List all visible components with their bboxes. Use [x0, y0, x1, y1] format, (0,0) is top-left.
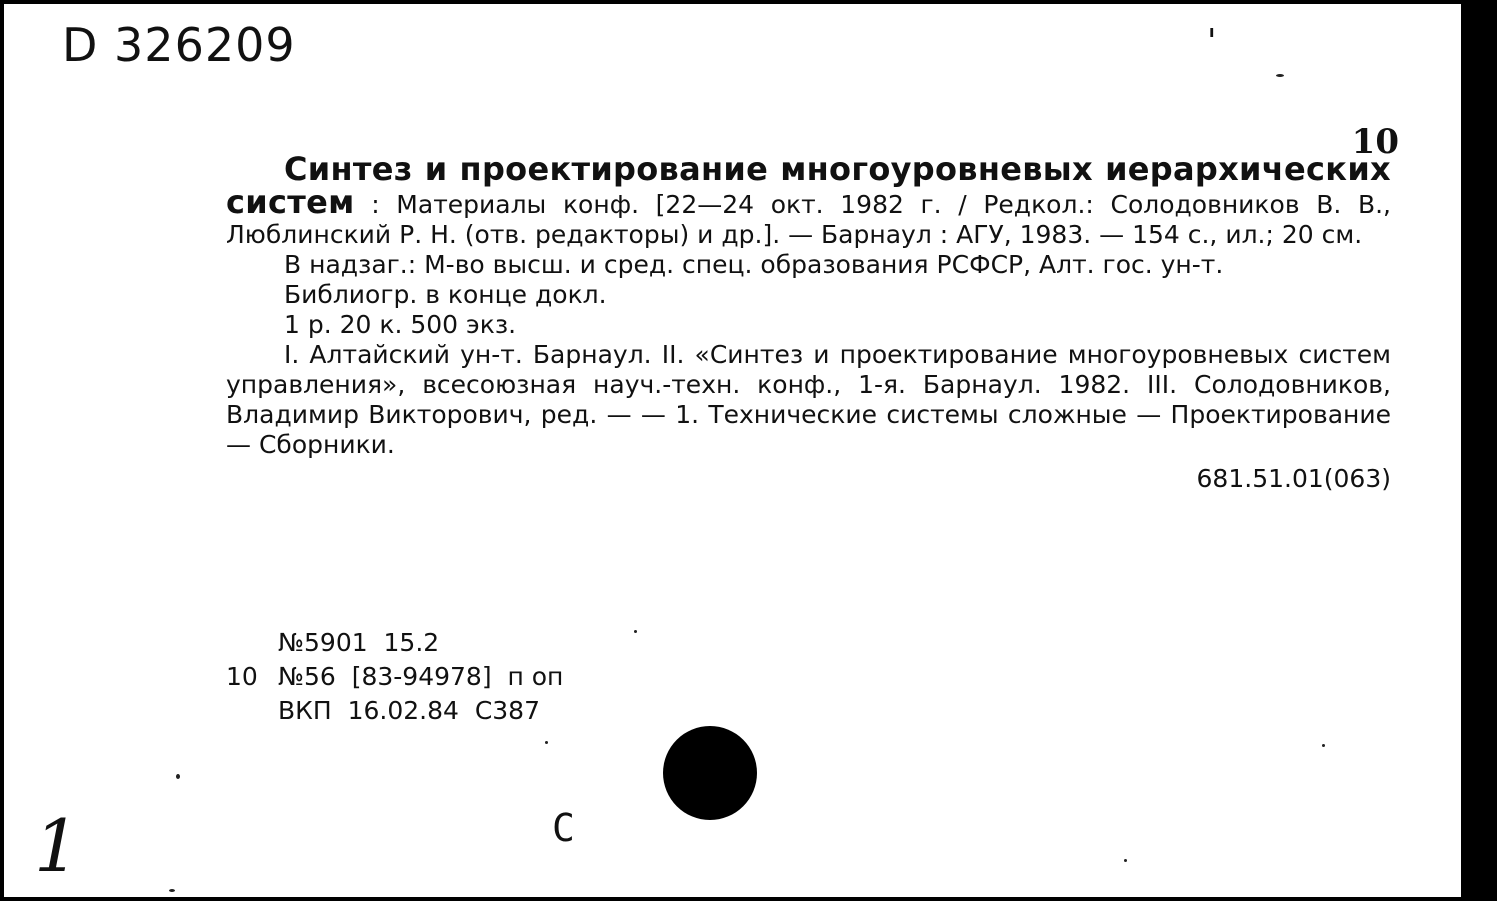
speck: [169, 889, 175, 892]
handwritten-digit: 1: [34, 804, 80, 888]
speck: [634, 630, 637, 633]
speck: [176, 774, 180, 779]
punch-hole: [663, 726, 757, 820]
catalog-card: [4, 4, 1461, 897]
note-bibliography: Библиогр. в конце докл.: [284, 280, 607, 309]
service-block: [226, 626, 563, 728]
entry-description: : Материалы конф. [22—24 окт. 1982 г. / Редкол.: Солодовников В. В., Люблинский Р. Н. (отв. редакторы) и др.]. — Барнаул : АГУ, 1983. — 154 с., ил.; 20 см.: [226, 190, 1391, 249]
service-line-2-number: 10: [226, 662, 258, 691]
service-line-1: №5901 15.2: [278, 628, 440, 657]
note-price: 1 р. 20 к. 500 экз.: [284, 310, 517, 339]
note-header: В надзаг.: М-во высш. и сред. спец. образования РСФСР, Алт. гос. ун-т.: [284, 250, 1224, 279]
udc-code: 681.51.01(063): [1196, 464, 1391, 493]
page-number: 10: [1351, 122, 1399, 162]
stamp-letter: С: [552, 806, 575, 850]
call-number: D 326209: [62, 18, 296, 72]
entry-title: Синтез и проектирование многоуровневых иерархических систем: [226, 150, 1391, 221]
speck: [1322, 744, 1325, 747]
service-line-2: [226, 660, 563, 694]
service-line-3: ВКП 16.02.84 С387: [278, 696, 540, 725]
corner-mark: ı: [1209, 22, 1215, 41]
tracings: I. Алтайский ун-т. Барнаул. II. «Синтез и проектирование многоуровневых систем управления», всесоюзная науч.-техн. конф., 1-я. Барнаул. 1982. III. Солодовников, Владимир Викторович, ред. — — 1. Технические системы сложные — Проектирование — Сборники.: [226, 340, 1391, 459]
entry-lead: [226, 150, 1391, 250]
speck: [1276, 74, 1284, 77]
service-line-2-text: №56 [83-94978] п оп: [278, 662, 564, 691]
catalog-entry: [226, 150, 1391, 494]
speck: [545, 741, 548, 744]
speck: [1124, 859, 1127, 862]
